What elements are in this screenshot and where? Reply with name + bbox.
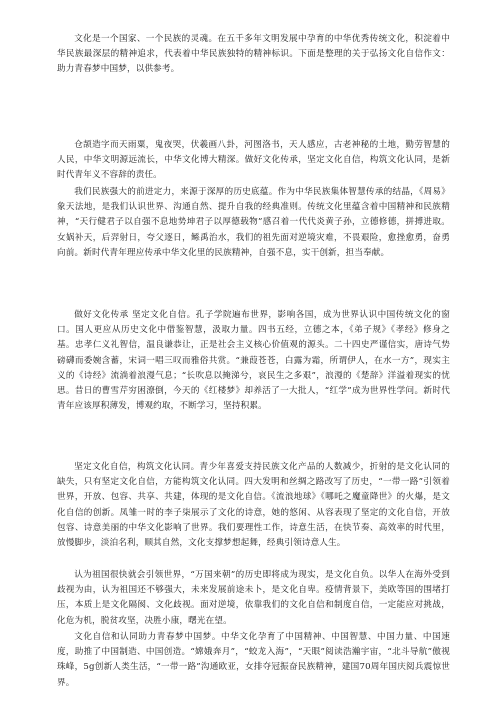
intro-paragraph: 文化是一个国家、一个民族的灵魂。在五千多年文明发展中孕育的中华优秀传统文化，积淀着中华民族最深层的精神追求，代表着中华民族独特的精神标识。下面是整理的关于弘扬文化自信作文：助力青春梦中国梦，以供参考。: [57, 34, 450, 75]
body-paragraph: 文化自信和认同助力青春梦中国梦。中华文化孕育了中国精神、中国智慧、中国力量、中国速度，助推了中国制造、中国创造。“嫦娥奔月”，“蛟龙入海”，“天眼”阅读浩瀚宇宙，“北斗导航”傲视珠峰，5g创新人类生活，“一带一路”沟通欧亚，女排夺冠振奋民族精神，建国70周年国庆阅兵震惊世界。: [57, 632, 450, 688]
body-paragraph: 仓颉造字而天雨粟，鬼夜哭，伏羲画八卦，河图洛书，天人感应，古老神秘的土地，勤劳智慧的人民，中华文明源远流长，中华文化博大精深。做好文化传承，坚定文化自信，构筑文化认同，是新时代青年义不容辞的责任。: [57, 140, 450, 181]
body-paragraph: 做好文化传承 坚定文化自信。孔子学院遍布世界，影响各国，成为世界认识中国传统文化的窗口。国人更应从历史文化中借鉴智慧，汲取力量。四书五经，立德之本，《弟子规》《孝经》修身之基。忠孝仁义礼智信，温良谦恭让，正是社会主义核心价值观的源头。二十四史严谨信实，唐诗气势磅礴而委婉含蓄，宋词一唱三叹而雅俗共赏。“兼葭苍苍，白露为霜，所谓伊人，在水一方”，现实主义的《诗经》流淌着浪漫气息；“长吹息以掩涕兮，哀民生之多艰”，浪漫的《楚辞》洋溢着现实的忧思。昔日的曹雪芹穷困潦倒，今天的《红楼梦》却养活了一大批人，“红学”成为世界性学问。新时代青年应该厚积薄发，博观约取，不断学习，坚持积累。: [57, 310, 450, 412]
body-paragraph: 我们民族强大的前进定力，来源于深厚的历史底蕴。作为中华民族集体智慧传承的结晶，《周易》象天法地，是我们认识世界、沟通自然、提升自我的经典准则。传统文化里蕴含着中国精神和民族精神，“天行健君子以自强不息地势坤君子以厚德载物”感召着一代代炎黄子孙，立德修德，拼搏进取。女娲补天，后羿射日，夸父逐日，鲧禹治水，我们的祖先面对逆境灾难，不畏艰险，愈挫愈勇，奋勇向前。新时代青年理应传承中华文化里的民族精神，自强不息，实干创新，担当奉献。: [57, 187, 450, 258]
body-paragraph: 坚定文化自信，构筑文化认同。青少年喜爱支持民族文化产品的人数减少，折射的是文化认同的缺失，只有坚定文化自信，方能构筑文化认同。四大发明和丝绸之路改写了历史，“一带一路”引领着世界，开放、包容、共享、共建，体现的是文化自信。《流浪地球》《哪吒之魔童降世》的火爆，是文化自信的创新。凤雏一时的李子柒展示了文化的诗意，她的悠闲、从容表现了坚定的文化自信，开放包容、诗意美丽的中华文化影响了世界。我们要理性工作，诗意生活，在快节奏、高效率的时代里，放慢脚步，淡泊名利，顺其自然，文化支撑梦想起舞，经典引领诗意人生。: [57, 462, 450, 549]
body-paragraph: 认为祖国很快就会引领世界，“万国来朝”的历史即将成为现实，是文化自负。以华人在海外受到歧视为由，认为祖国还不够强大，未来发展前途未卜，是文化自卑。疫情背景下，美欧等国的围堵打压，本质上是文化隔阂、文化歧视。面对逆境，依靠我们的文化自信和制度自信，一定能应对挑战，化危为机，脱贫攻坚，决胜小康，曙光在望。: [57, 570, 450, 626]
